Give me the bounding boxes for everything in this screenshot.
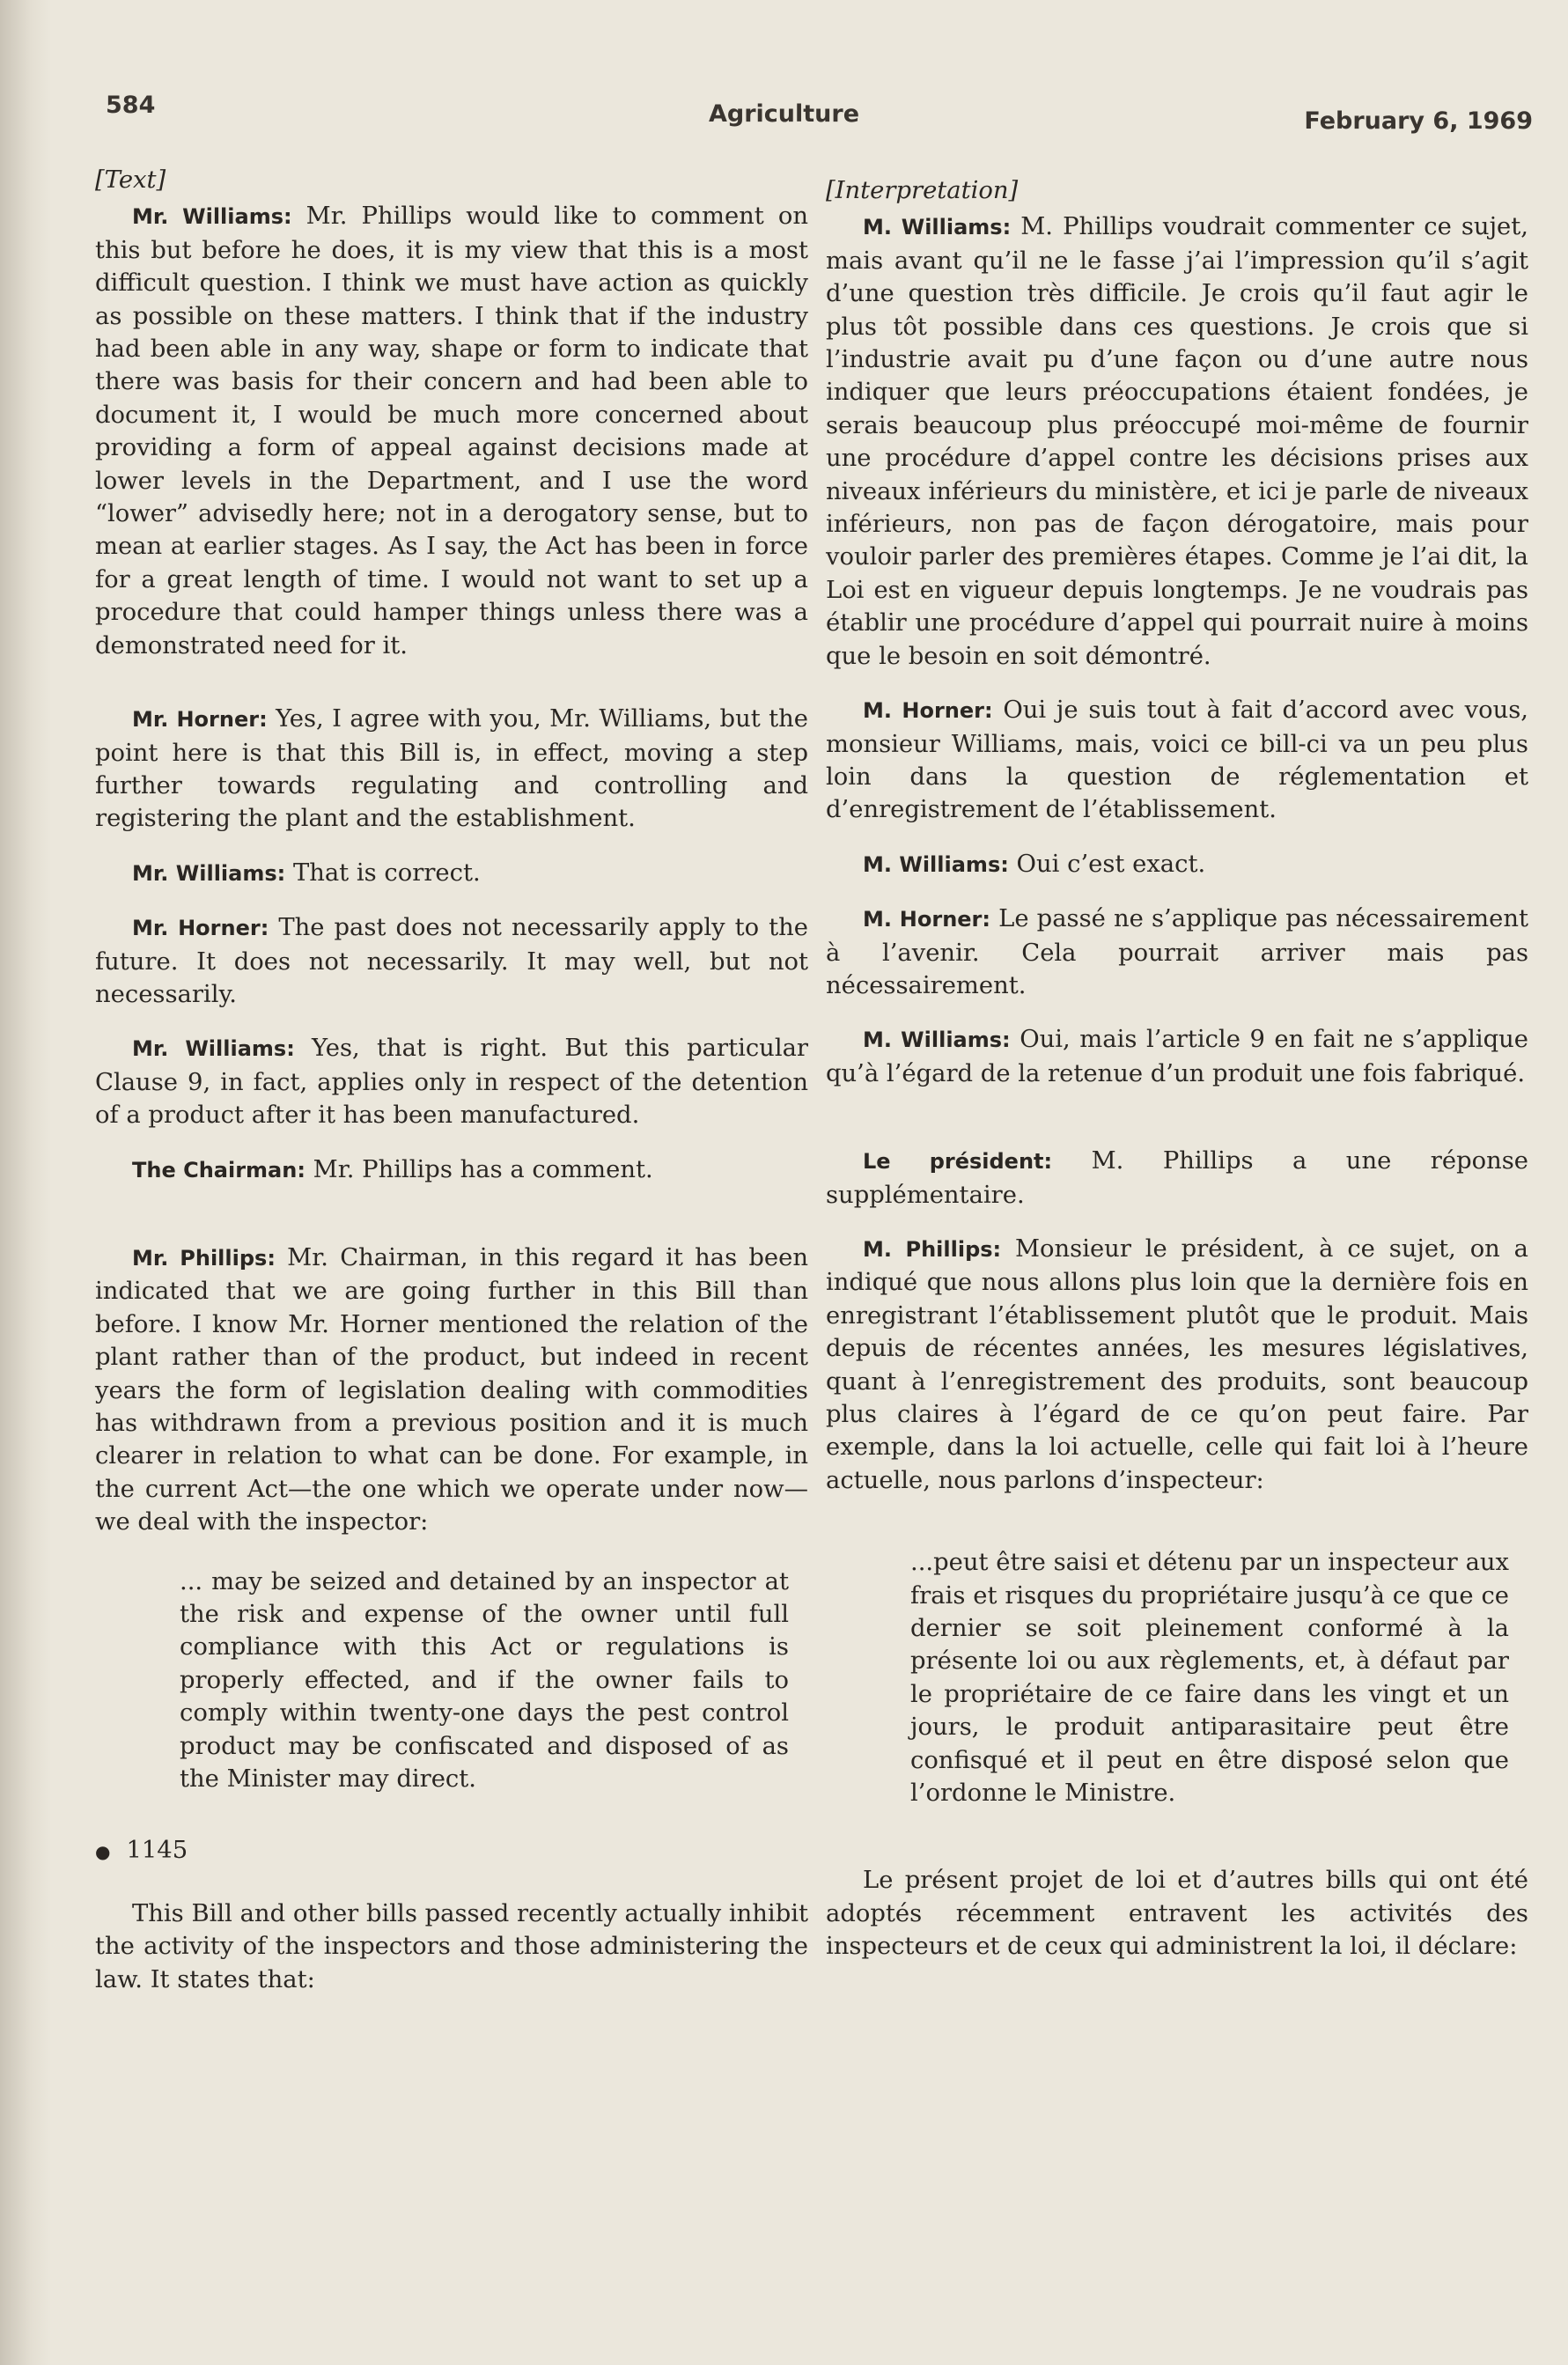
speech-paragraph bbox=[826, 903, 1528, 1002]
speech-text: Monsieur le président, à ce sujet, on a indiqué que nous allons plus loin que la dernière fois en enregistrant l’établissement plutôt que le produit. Mais depuis de récentes années, les mesures législatives, quant à l’enregistrement des produits, sont beaucoup plus claires à l’égard de ce qu’on peut faire. Par exemple, dans la loi actuelle, celle qui fait loi à l’heure actuelle, nous parlons d’inspecteur: bbox=[826, 1234, 1528, 1494]
bullet-icon: ● bbox=[95, 1841, 111, 1863]
speech-paragraph bbox=[95, 703, 808, 836]
speech-text: M. Phillips a une réponse supplémentaire. bbox=[826, 1147, 1529, 1209]
speaker-name: Mr. Phillips: bbox=[132, 1245, 276, 1271]
speech-text: Mr. Chairman, in this regard it has been indicated that we are going further in this Bill than before. I know Mr. Horner mentioned the relation of the plant rather than of the product, but indeed in recent years the form of legislation dealing with commodities has withdrawn from a previous position and it is much clearer in relation to what can be done. For example, in the current Act—the one which we operate under now—we deal with the inspector: bbox=[95, 1243, 808, 1536]
speech-paragraph bbox=[95, 200, 808, 662]
speech-paragraph bbox=[95, 1032, 808, 1131]
speaker-name: Mr. Williams: bbox=[132, 860, 286, 886]
speaker-name: M. Williams: bbox=[863, 851, 1009, 877]
speaker-name: M. Horner: bbox=[863, 907, 990, 932]
speaker-name: Le président: bbox=[863, 1149, 1053, 1175]
speaker-name: Mr. Horner: bbox=[132, 916, 269, 941]
speech-text: Yes, I agree with you, Mr. Williams, but the point here is that this Bill is, in effect, moving a step further towards regulating and controlling and registering the plant and the establishment. bbox=[95, 705, 808, 833]
speech-paragraph bbox=[826, 210, 1528, 673]
speech-text: Oui, mais l’article 9 en fait ne s’applique qu’à l’égard de la retenue d’un produit une fois fabriqué. bbox=[826, 1026, 1528, 1087]
english-column bbox=[95, 164, 808, 1996]
speaker-name: M. Horner: bbox=[863, 698, 993, 724]
speech-paragraph bbox=[826, 1145, 1528, 1212]
speech-text: The past does not necessarily apply to the future. It does not necessarily. It may well, but not necessarily. bbox=[95, 914, 808, 1008]
speech-paragraph bbox=[826, 694, 1528, 827]
speech-text: Yes, that is right. But this particular Clause 9, in fact, applies only in respect of the detention of a product after it has been manufactured. bbox=[95, 1035, 809, 1130]
speech-text: Oui je suis tout à fait d’accord avec vous, monsieur Williams, mais, voici ce bill-ci va un peu plus loin dans la question de réglementation et d’enregistrement de l’établissement. bbox=[826, 696, 1528, 824]
speech-text: M. Phillips voudrait commenter ce sujet, mais avant qu’il ne le fasse j’ai l’impression qu’il s’agit d’une question très difficile. Je crois qu’il faut agir le plus tôt possible dans ces questions. Je crois que si l’industrie avait pu d’une façon ou d’une autre nous indiquer que leurs préoccupations étaient fondées, je serais beaucoup plus préoccupé moi-même de fournir une procédure d’appel contre les décisions prises aux niveaux inférieurs du ministère, et ici je parle de niveaux inférieurs, non pas de façon dérogatoire, mais pour vouloir parler des premières étapes. Comme je l’ai dit, la Loi est en vigueur depuis longtemps. Je ne voudrais pas établir une procédure d’appel qui pourrait nuire à moins que le besoin en soit démontré. bbox=[826, 213, 1528, 670]
speech-text: Mr. Phillips would like to comment on this but before he does, it is my view that this is a most difficult question. I think we must have action as quickly as possible on these matters. I think that if the industry had been able in any way, shape or form to indicate that there was basis for their concern and had been able to document it, I would be much more concerned about providing a form of appeal against decisions made at lower levels in the Department, and I use the word “lower” advisedly here; not in a derogatory sense, but to mean at earlier stages. As I say, the Act has been in force for a great length of time. I would not want to set up a procedure that could hamper things unless there was a demonstrated need for it. bbox=[95, 203, 809, 659]
speech-paragraph bbox=[95, 1241, 808, 1539]
speech-paragraph bbox=[826, 848, 1528, 881]
speaker-name: Mr. Horner: bbox=[132, 707, 268, 733]
speaker-name: M. Williams: bbox=[863, 1028, 1011, 1053]
column-label: [Text] bbox=[95, 166, 166, 194]
closing-paragraph: Le présent projet de loi et d’autres bills qui ont été adoptés récemment entravent les activités des inspecteurs et de ceux qui administrent la loi, il déclare: bbox=[826, 1867, 1528, 1961]
speaker-name: M. Williams: bbox=[863, 215, 1012, 240]
speaker-name: Mr. Williams: bbox=[132, 204, 292, 230]
speech-paragraph bbox=[95, 1153, 808, 1187]
french-column bbox=[826, 174, 1528, 1963]
column-label: [Interpretation] bbox=[826, 177, 1019, 204]
speech-text: Le passé ne s’applique pas nécessairement à l’avenir. Cela pourrait arriver mais pas nécessairement. bbox=[826, 905, 1528, 999]
speech-paragraph bbox=[95, 857, 808, 890]
speaker-name: Mr. Williams: bbox=[132, 1036, 295, 1062]
time-marker-text: 1145 bbox=[126, 1837, 188, 1865]
quoted-clause: ...peut être saisi et détenu par un inspecteur aux frais et risques du propriétaire jusqu’à ce que ce dernier se soit pleinement conformé à la présente loi ou aux règlements, et, à défaut par le propriétaire de ce faire dans les vingt et un jours, le produit antiparasitaire peut être confisqué et il peut en être disposé selon que l’ordonne le Ministre. bbox=[910, 1549, 1509, 1808]
quoted-clause: ... may be seized and detained by an inspector at the risk and expense of the owner until full compliance with this Act or regulations is properly effected, and if the owner fails to comply within twenty-one days the pest control product may be confiscated and disposed of as the Minister may direct. bbox=[180, 1567, 789, 1794]
section-title: Agriculture bbox=[708, 100, 860, 128]
closing-paragraph: This Bill and other bills passed recently actually inhibit the activity of the inspectors and those administering the law. It states that: bbox=[95, 1899, 808, 1993]
page-number: 584 bbox=[106, 92, 156, 119]
speech-paragraph bbox=[826, 1233, 1528, 1497]
speech-text: Mr. Phillips has a comment. bbox=[305, 1155, 653, 1183]
page-date: February 6, 1969 bbox=[1304, 107, 1533, 135]
speaker-name: M. Phillips: bbox=[863, 1236, 1002, 1262]
speaker-name: The Chairman: bbox=[132, 1157, 306, 1182]
speech-text: That is correct. bbox=[285, 858, 481, 887]
speech-text: Oui c’est exact. bbox=[1008, 850, 1206, 878]
time-marker bbox=[95, 1834, 808, 1868]
speech-paragraph bbox=[95, 911, 808, 1011]
speech-paragraph bbox=[826, 1023, 1528, 1090]
